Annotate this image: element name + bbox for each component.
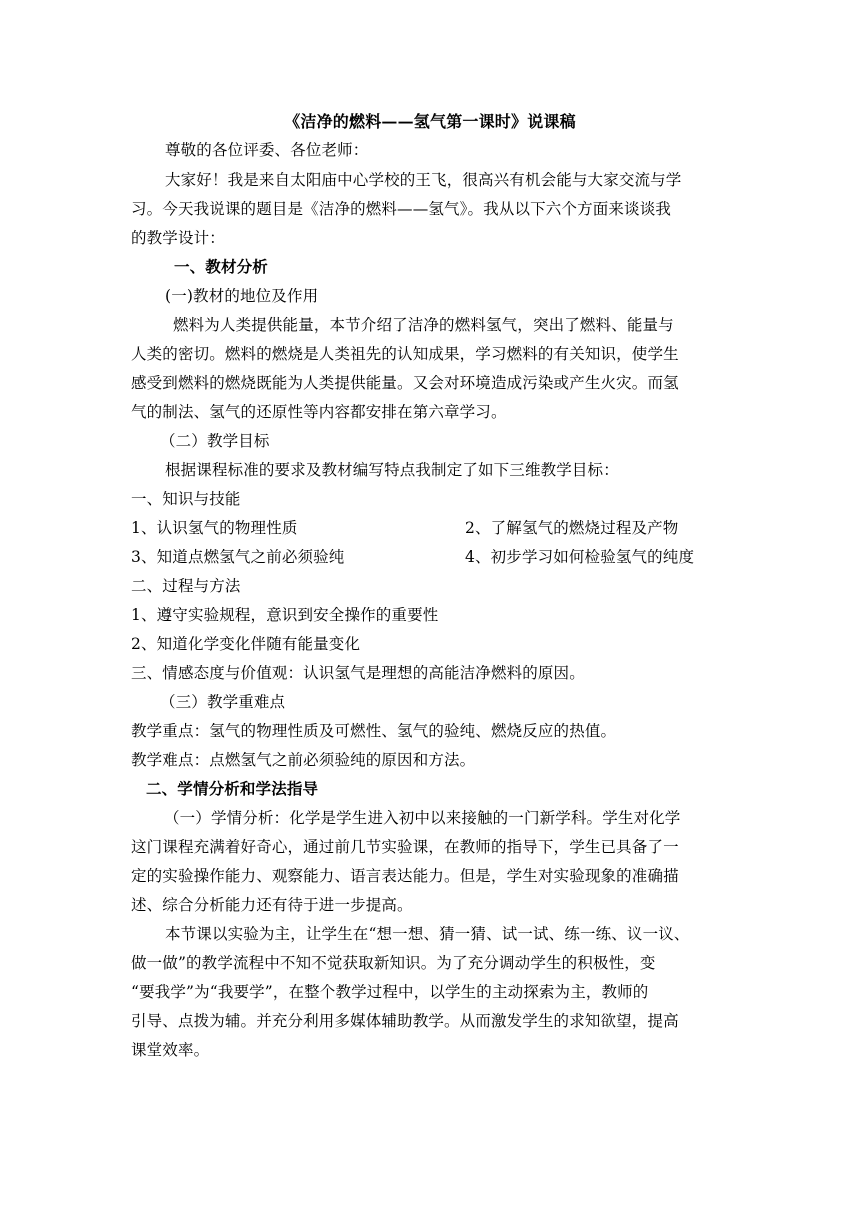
learning-method-line-1: 本节课以实验为主，让学生在“想一想、猜一猜、试一试、练一练、议一议、 xyxy=(165,925,690,943)
student-analysis-line-3: 定的实验操作能力、观察能力、语言表达能力。但是，学生对实验现象的准确描 xyxy=(131,867,679,885)
learning-method-line-3: “要我学”为“我要学”，在整个教学过程中，以学生的主动探索为主，教师的 xyxy=(131,983,649,1001)
intro-line-2: 习。今天我说课的题目是《洁净的燃料——氢气》。我从以下六个方面来谈谈我 xyxy=(131,200,672,218)
section-heading-textbook-analysis: 一、教材分析 xyxy=(174,257,268,276)
learning-method-line-4: 引导、点拨为辅。并充分利用多媒体辅助教学。从而激发学生的求知欲望，提高 xyxy=(131,1012,679,1030)
goal-process-heading: 二、过程与方法 xyxy=(131,577,241,595)
textbook-role-line-1: 燃料为人类提供能量，本节介绍了洁净的燃料氢气，突出了燃料、能量与 xyxy=(173,316,674,334)
learning-method-line-2: 做一做”的教学流程中不知不觉获取新知识。为了充分调动学生的积极性，变 xyxy=(131,954,656,972)
difficult-point: 教学难点：点燃氢气之前必须验纯的原因和方法。 xyxy=(131,751,476,769)
greeting: 尊敬的各位评委、各位老师： xyxy=(165,141,369,159)
goal-knowledge-item-1: 1、认识氢气的物理性质 xyxy=(131,519,298,537)
goal-process-item-2: 2、知道化学变化伴随有能量变化 xyxy=(131,635,361,653)
learning-method-line-5: 课堂效率。 xyxy=(131,1041,210,1059)
textbook-role-line-2: 人类的密切。燃料的燃烧是人类祖先的认知成果，学习燃料的有关知识，使学生 xyxy=(131,345,679,363)
textbook-role-line-3: 感受到燃料的燃烧既能为人类提供能量。又会对环境造成污染或产生火灾。而氢 xyxy=(131,374,679,392)
student-analysis-line-1: （一）学情分析：化学是学生进入初中以来接触的一门新学科。学生对化学 xyxy=(164,809,681,827)
subheading-teaching-goals: （二）教学目标 xyxy=(160,432,270,450)
goal-knowledge-item-2: 2、了解氢气的燃烧过程及产物 xyxy=(465,519,679,537)
intro-line-3: 的教学设计： xyxy=(131,229,225,247)
textbook-role-line-4: 气的制法、氢气的还原性等内容都安排在第六章学习。 xyxy=(131,403,507,421)
key-point: 教学重点：氢气的物理性质及可燃性、氢气的验纯、燃烧反应的热值。 xyxy=(131,722,617,740)
section-heading-student-analysis: 二、学情分析和学法指导 xyxy=(146,779,319,798)
student-analysis-line-2: 这门课程充满着好奇心，通过前几节实验课，在教师的指导下，学生已具备了一 xyxy=(131,838,679,856)
subheading-textbook-role: (一)教材的地位及作用 xyxy=(165,287,319,305)
teaching-goals-intro: 根据课程标准的要求及教材编写特点我制定了如下三维教学目标： xyxy=(165,461,619,479)
goal-process-item-1: 1、遵守实验规程，意识到安全操作的重要性 xyxy=(131,606,439,624)
goal-knowledge-item-3: 3、知道点燃氢气之前必须验纯 xyxy=(131,548,345,566)
goal-attitude: 三、情感态度与价值观：认识氢气是理想的高能洁净燃料的原因。 xyxy=(131,664,585,682)
intro-line-1: 大家好！我是来自太阳庙中心学校的王飞，很高兴有机会能与大家交流与学 xyxy=(165,171,682,189)
student-analysis-line-4: 述、综合分析能力还有待于进一步提高。 xyxy=(131,896,413,914)
goal-knowledge-item-4: 4、初步学习如何检验氢气的纯度 xyxy=(465,548,695,566)
goal-knowledge-heading: 一、知识与技能 xyxy=(131,490,241,508)
subheading-key-points: （三）教学重难点 xyxy=(160,693,286,711)
document-title: 《洁净的燃料——氢气第一课时》说课稿 xyxy=(284,112,576,131)
